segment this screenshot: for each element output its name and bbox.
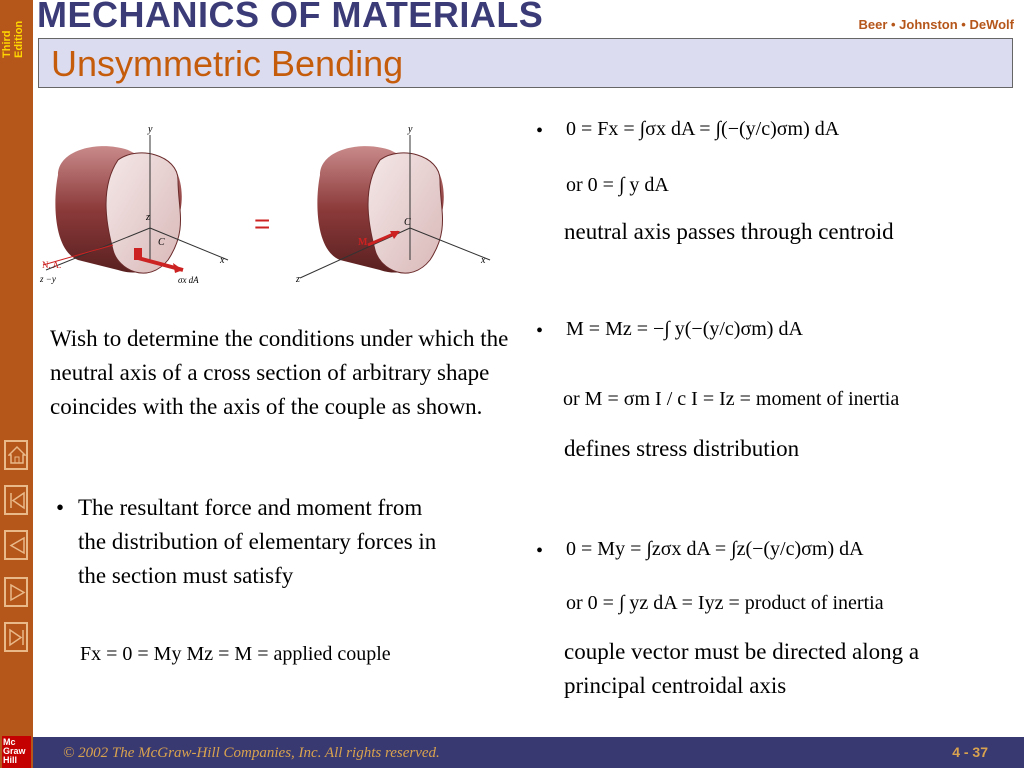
- first-slide-icon: [8, 490, 26, 510]
- equation-3: 0 = My = ∫zσx dA = ∫z(−(y/c)σm) dA: [566, 538, 864, 560]
- label-z-right: z: [296, 274, 300, 285]
- label-zy: z −y: [40, 274, 56, 284]
- label-c-left: C: [158, 237, 165, 248]
- bullet-dot: •: [56, 495, 65, 520]
- footer: [33, 737, 1024, 768]
- eq1-text: neutral axis passes through centroid: [564, 219, 894, 244]
- right-beam: [295, 124, 490, 285]
- course-title: MECHANICS OF MATERIALS: [37, 0, 544, 35]
- equation-1-or: or 0 = ∫ y dA: [566, 174, 669, 196]
- label-x-left: x: [220, 255, 225, 266]
- left-beam: [39, 124, 228, 285]
- equation-2-or: or M = σm I / c I = Iz = moment of inertia: [563, 388, 900, 410]
- label-y-right: y: [408, 124, 413, 135]
- prev-slide-icon: [8, 535, 26, 555]
- equals-sign: =: [254, 208, 271, 239]
- edition-label: [1, 4, 32, 58]
- label-sigma: σx dA: [178, 275, 199, 285]
- slide-title: Unsymmetric Bending: [51, 43, 404, 84]
- label-x-right: x: [481, 255, 486, 266]
- left-bullet: [56, 491, 456, 593]
- label-na: N. A.: [42, 260, 62, 270]
- equation-1: 0 = Fx = ∫σx dA = ∫(−(y/c)σm) dA: [566, 118, 840, 140]
- label-z-left: z: [146, 212, 150, 223]
- mcgraw-hill-logo: [2, 736, 31, 768]
- bullet-r3: •: [536, 540, 544, 562]
- title-box: [38, 38, 1013, 88]
- equation-3-or: or 0 = ∫ yz dA = Iyz = product of inertia: [566, 592, 884, 614]
- next-slide-icon: [8, 582, 26, 602]
- home-icon: [8, 445, 26, 465]
- edition-line2: Edition: [13, 20, 25, 58]
- bullet-r2: •: [536, 320, 544, 342]
- logo-line1: Mc: [3, 737, 16, 747]
- left-bullet-text: The resultant force and moment from the distribution of elementary forces in the section must satisfy: [78, 495, 437, 588]
- bullet-r1: •: [536, 120, 544, 142]
- page-number: 4 - 37: [952, 744, 988, 760]
- copyright: © 2002 The McGraw-Hill Companies, Inc. All rights reserved.: [63, 745, 440, 761]
- edition-line1: Third: [1, 30, 13, 58]
- next-slide-button[interactable]: [4, 577, 28, 607]
- eq2-text: defines stress distribution: [564, 436, 800, 461]
- intro-paragraph: Wish to determine the conditions under which the neutral axis of a cross section of arbitrary shape coincides with the axis of the couple as shown.: [50, 326, 509, 419]
- equation-2: M = Mz = −∫ y(−(y/c)σm) dA: [566, 318, 803, 340]
- eq3-text: couple vector must be directed along a principal centroidal axis: [564, 639, 920, 698]
- home-button[interactable]: [4, 440, 28, 470]
- first-slide-button[interactable]: [4, 485, 28, 515]
- bending-figure: [38, 120, 498, 300]
- beam-diagram: [38, 120, 498, 300]
- equation-bullet: Fx = 0 = My Mz = M = applied couple: [80, 643, 391, 665]
- last-slide-icon: [8, 627, 26, 647]
- logo-line3: Hill: [3, 755, 18, 765]
- label-c-right: C: [404, 217, 411, 228]
- logo-line2: Graw: [3, 746, 26, 756]
- authors: Beer • Johnston • DeWolf: [858, 17, 1014, 32]
- label-m: M: [358, 237, 368, 248]
- prev-slide-button[interactable]: [4, 530, 28, 560]
- last-slide-button[interactable]: [4, 622, 28, 652]
- label-y-left: y: [148, 124, 153, 135]
- sidebar: [0, 0, 33, 768]
